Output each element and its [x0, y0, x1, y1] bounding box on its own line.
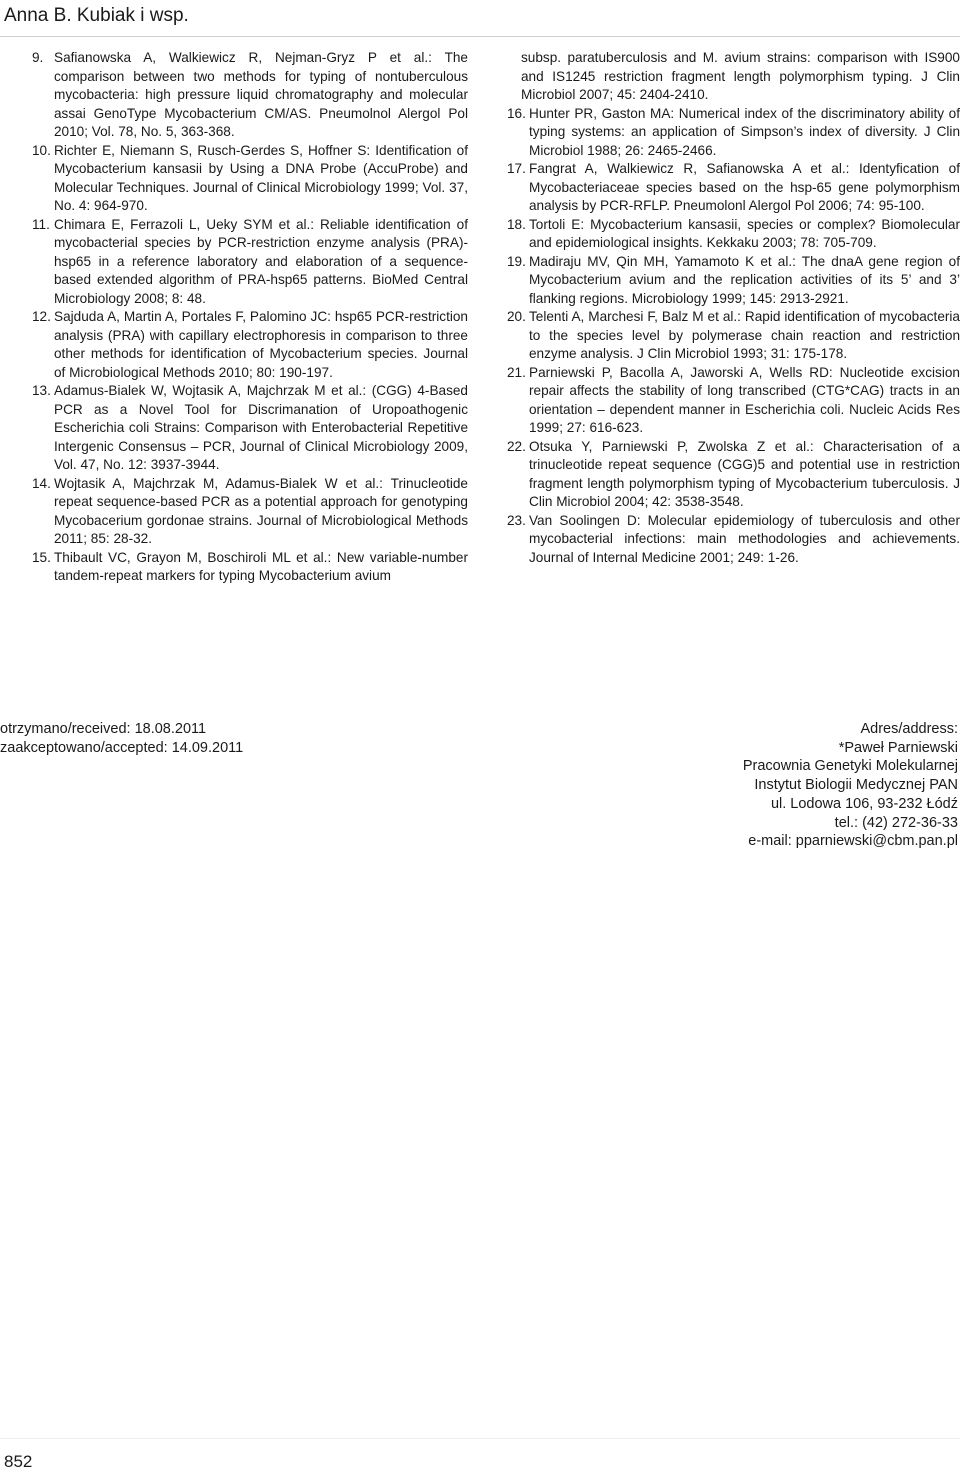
reference-number: 19. [507, 253, 526, 269]
reference-item [32, 308, 468, 382]
reference-text: Safianowska A, Walkiewicz R, Nejman-Gryz P et al.: The comparison between two methods for typing of nontuberculous mycobacteria: high pressure liquid chromatography and molecular assai GenoType Mycobacterium CM/AS. Pneumolnol Alergol Pol 2010; Vol. 78, No. 5, 363-368. [54, 50, 468, 139]
address-institute: Instytut Biologii Medycznej PAN [754, 777, 958, 794]
running-head-title: Anna B. Kubiak i wsp. [4, 5, 189, 26]
reference-text: subsp. paratuberculosis and M. avium strains: comparison with IS900 and IS1245 restriction fragment length polymorphism typing. J Clin Microbiol 2007; 45: 2404-2410. [521, 50, 960, 102]
reference-item [32, 216, 468, 309]
reference-item [32, 475, 468, 549]
reference-item [32, 142, 468, 216]
reference-item [507, 438, 960, 512]
reference-item [507, 216, 960, 253]
reference-item [32, 49, 468, 142]
reference-text: Adamus-Bialek W, Wojtasik A, Majchrzak M et al.: (CGG) 4-Based PCR as a Novel Tool for Discrimanation of Uropoathogenic Escherichia coli Strains: Comparison with Enterobacterial Repetitive Intergenic Consensus – PCR, Journal of Clinical Microbiology 2009, Vol. 47, No. 12: 3937-3944. [54, 383, 468, 472]
reference-text: Hunter PR, Gaston MA: Numerical index of the discriminatory ability of typing systems: an application of Simpson’s index of diversity. J Clin Microbiol 1988; 26: 2465-2466. [529, 105, 960, 158]
reference-item [507, 512, 960, 568]
reference-text: Fangrat A, Walkiewicz R, Safianowska A et al.: Identyfication of Mycobacteriaceae species based on the hsp-65 gene polymorphism analysis by PCR-RFLP. Pneumolonl Alergol Pol 2006; 74: 95-100. [529, 161, 960, 213]
reference-continuation [507, 49, 960, 105]
reference-number: 15. [32, 549, 51, 565]
reference-number: 16. [507, 105, 526, 121]
address-email: e-mail: pparniewski@cbm.pan.pl [748, 833, 958, 850]
accepted-date: zaakceptowano/accepted: 14.09.2011 [0, 739, 244, 756]
reference-text: Madiraju MV, Qin MH, Yamamoto K et al.: The dnaA gene region of Mycobacterium avium and the replication activities of its 5’ and 3’ flanking regions. Microbiology 1999; 145: 2913-2921. [529, 253, 960, 306]
reference-item [32, 382, 468, 475]
author-name: *Paweł Parniewski [838, 739, 958, 756]
reference-text: Thibault VC, Grayon M, Boschiroli ML et al.: New variable-number tandem-repeat markers for typing Mycobacterium avium [54, 549, 468, 583]
received-date: otrzymano/received: 18.08.2011 [0, 721, 207, 737]
address-unit: Pracownia Genetyki Molekularnej [742, 758, 958, 775]
received-dates [0, 720, 243, 757]
reference-number: 21. [507, 364, 526, 380]
reference-number: 18. [507, 216, 526, 232]
reference-item [507, 105, 960, 161]
reference-number: 9. [32, 50, 44, 65]
reference-item [507, 160, 960, 216]
references-right-column [507, 49, 960, 567]
correspondence-address [743, 720, 958, 851]
reference-number: 23. [507, 512, 526, 528]
reference-item [507, 364, 960, 438]
reference-text: Richter E, Niemann S, Rusch-Gerdes S, Hoffner S: Identification of Mycobacterium kansasii by Using a DNA Probe (AccuProbe) and Molecular Techniques. Journal of Clinical Microbiology 1999; Vol. 37, No. 4: 964-970. [54, 142, 468, 213]
reference-number: 10. [32, 142, 51, 158]
reference-text: Van Soolingen D: Molecular epidemiology of tuberculosis and other mycobacterial infections: main methodologies and achievements. Journal of Internal Medicine 2001; 249: 1-26. [529, 512, 960, 565]
running-head [0, 0, 960, 37]
address-street: ul. Lodowa 106, 93-232 Łódź [770, 795, 958, 812]
reference-number: 11. [32, 216, 50, 232]
reference-number: 12. [32, 309, 51, 324]
reference-item [507, 253, 960, 309]
reference-text: Parniewski P, Bacolla A, Jaworski A, Wells RD: Nucleotide excision repair affects the stability of long transcribed (CTG*CAG) tracts in an orientation – dependent manner in Escherichia coli. Nucleic Acids Res 1999; 27: 616-623. [529, 364, 960, 435]
reference-text: Telenti A, Marchesi F, Balz M et al.: Rapid identification of mycobacteria to the species level by polymerase chain reaction and restriction enzyme analysis. J Clin Microbiol 1993; 31: 175-178. [529, 309, 960, 361]
reference-text: Wojtasik A, Majchrzak M, Adamus-Bialek W et al.: Trinucleotide repeat sequence-based PCR as a potential approach for genotyping Mycobacerium gordonae strains. Journal of Microbiological Methods 2011; 85: 28-32. [54, 475, 468, 546]
reference-item [507, 308, 960, 364]
reference-item [32, 549, 468, 586]
reference-text: Sajduda A, Martin A, Portales F, Palomino JC: hsp65 PCR-restriction analysis (PRA) with capillary electrophoresis in comparison to three other methods for identification of Mycobacterium species. Journal of Microbiological Methods 2010; 80: 190-197. [54, 309, 468, 380]
reference-number: 14. [32, 475, 51, 491]
page-number: 852 [4, 1452, 33, 1471]
footer-divider [0, 1438, 960, 1439]
reference-text: Tortoli E: Mycobacterium kansasii, species or complex? Biomolecular and epidemiological insights. Kekkaku 2003; 78: 705-709. [529, 216, 960, 250]
references-left-column [32, 49, 468, 586]
reference-text: Otsuka Y, Parniewski P, Zwolska Z et al.: Characterisation of a trinucleotide repeat sequence (CGG)5 and potential use in restriction fragment length polymorphism typing of Mycobacterium tuberculosis. J Clin Microbiol 2004; 42: 3538-3548. [529, 438, 960, 509]
address-phone: tel.: (42) 272-36-33 [834, 814, 958, 831]
reference-number: 17. [507, 161, 526, 176]
reference-text: Chimara E, Ferrazoli L, Ueky SYM et al.: Reliable identification of mycobacterial species by PCR-restriction enzyme analysis (PRA)-hsp65 in a reference laboratory and elaboration of a sequence-based extended algorithm of PRA-hsp65 patterns. BioMed Central Microbiology 2008; 8: 48. [54, 216, 468, 306]
address-label: Adres/address: [860, 721, 958, 737]
reference-number: 20. [507, 309, 526, 324]
reference-number: 13. [32, 383, 51, 398]
reference-number: 22. [507, 438, 526, 454]
